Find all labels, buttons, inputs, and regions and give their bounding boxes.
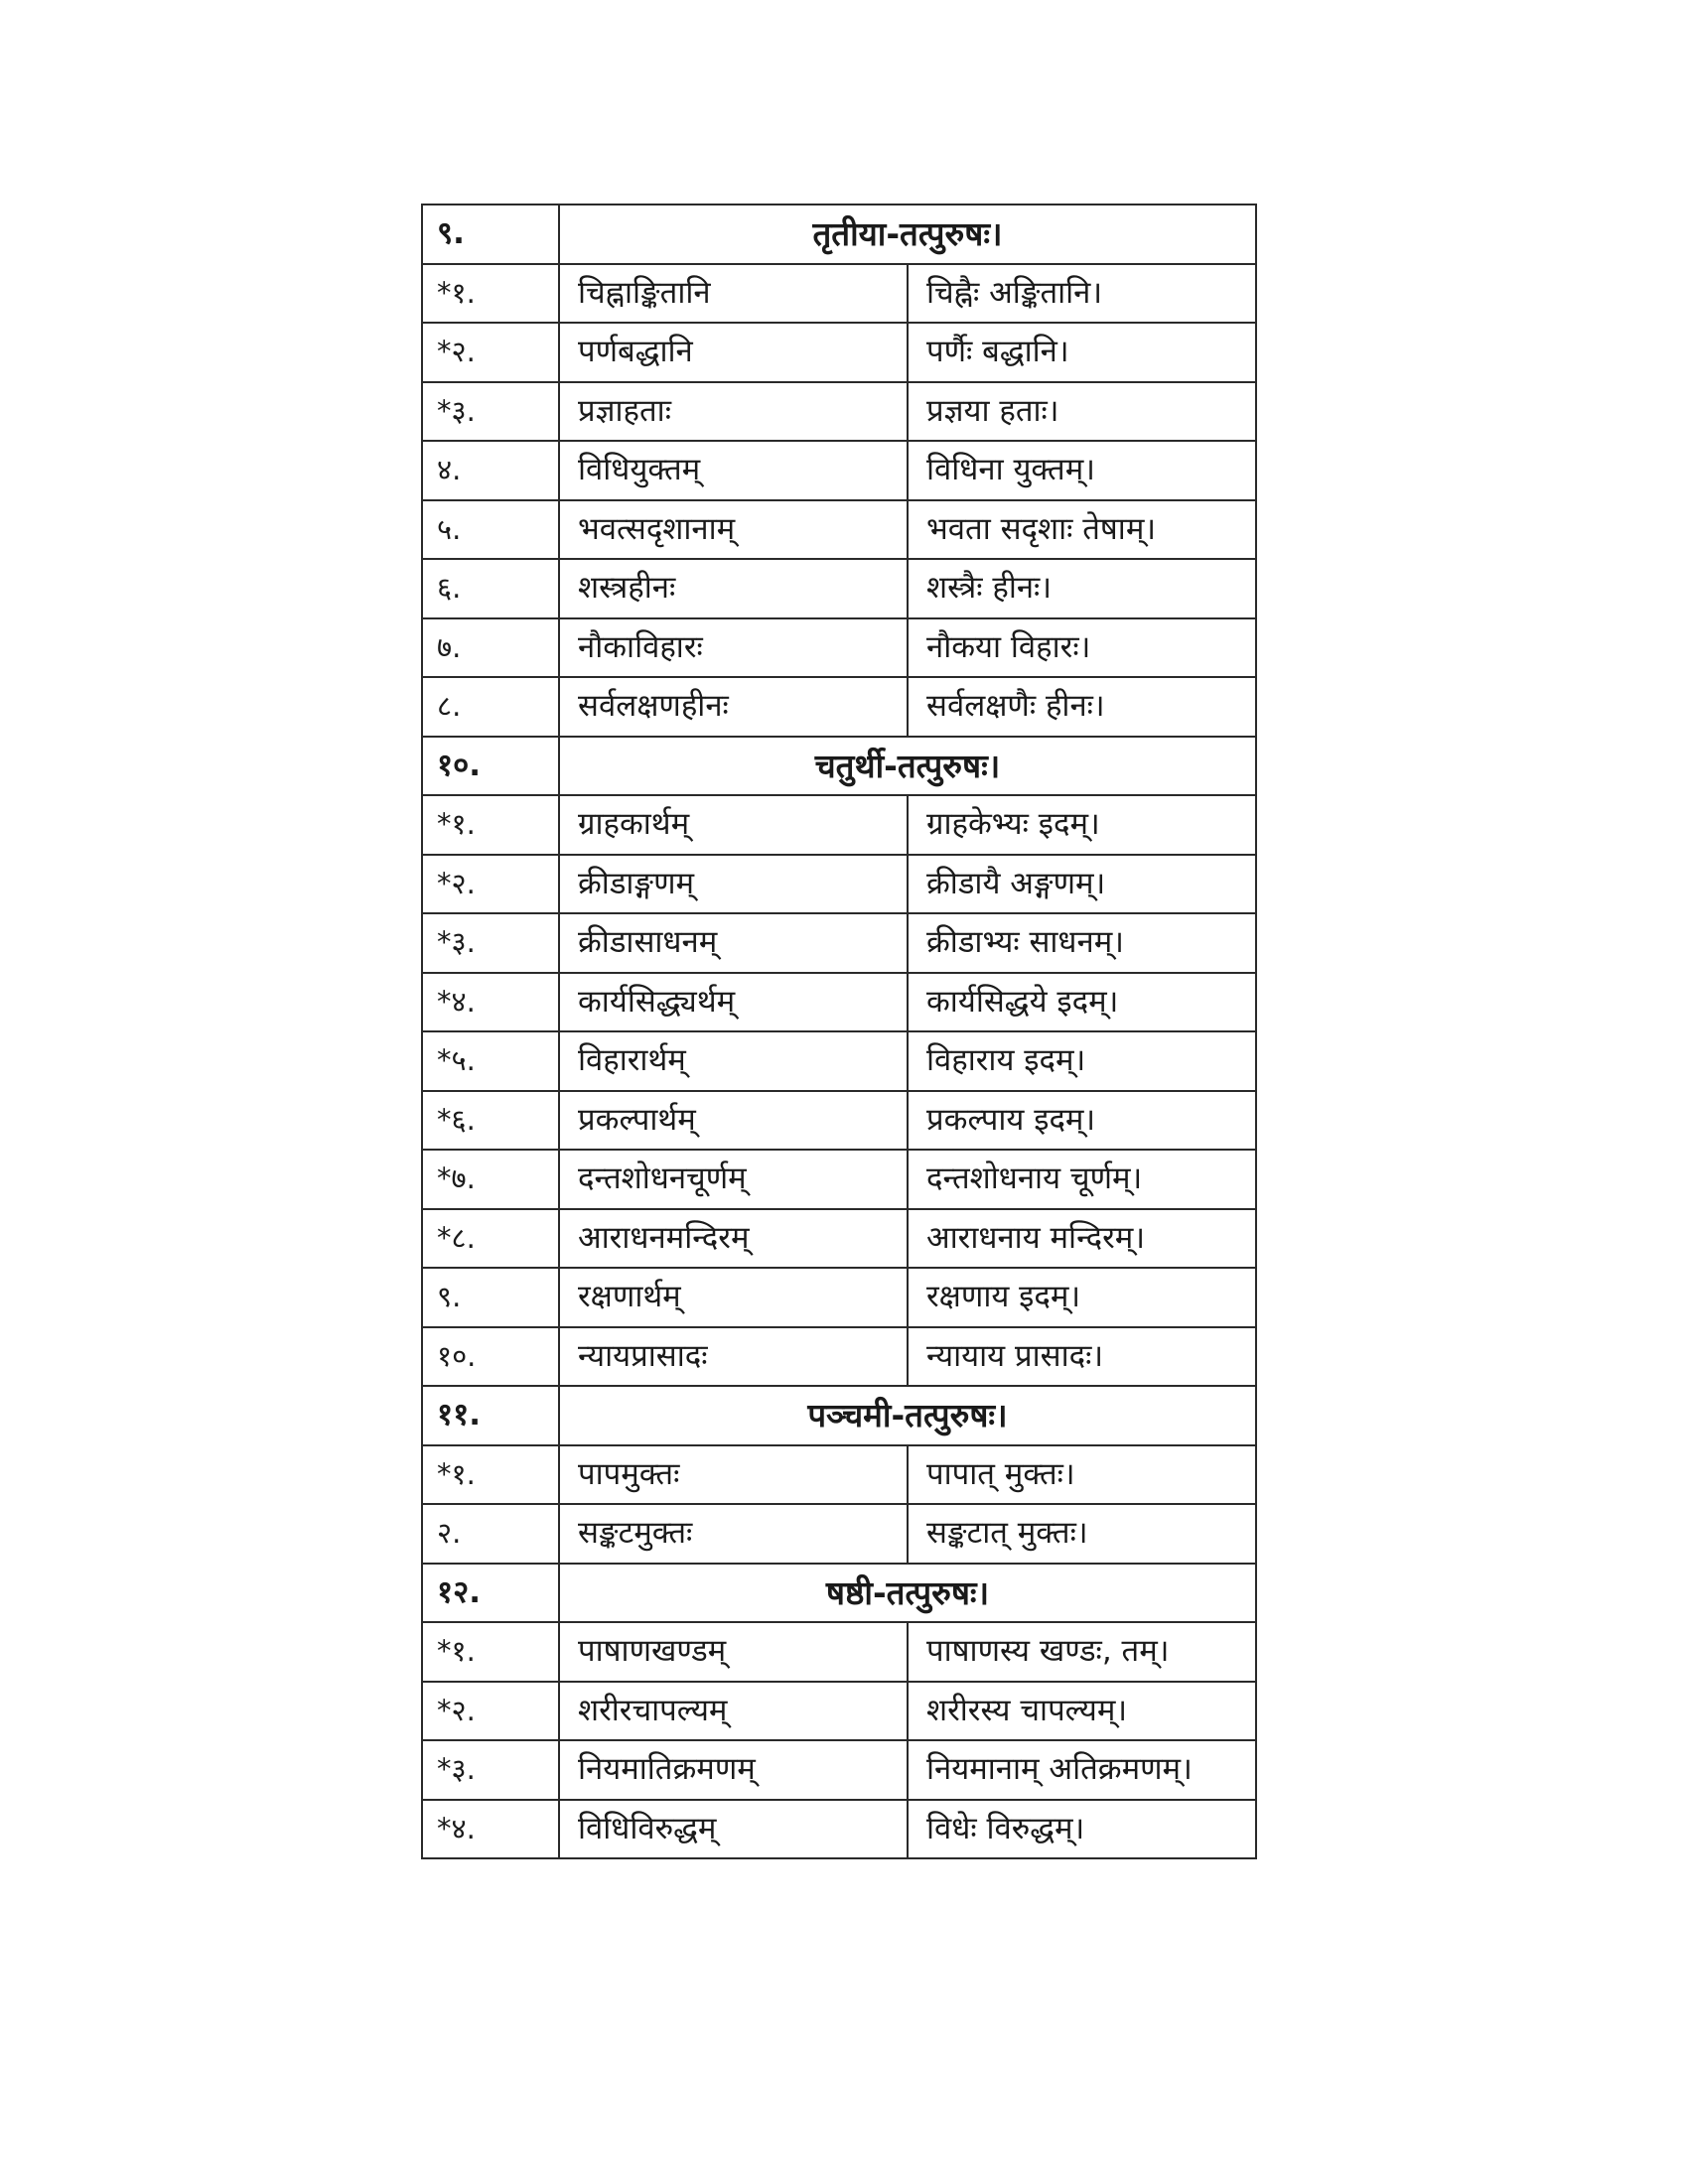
section-title: तृतीया-तत्पुरुषः। bbox=[559, 205, 1256, 264]
compound-word: भवत्सदृशानाम् bbox=[559, 500, 908, 560]
compound-word: नौकाविहारः bbox=[559, 618, 908, 678]
row-number: ९. bbox=[422, 1268, 559, 1327]
compound-word: शस्त्रहीनः bbox=[559, 559, 908, 618]
row-number: *३. bbox=[422, 1740, 559, 1800]
section-header-row bbox=[422, 737, 1256, 796]
compound-word: पापमुक्तः bbox=[559, 1445, 908, 1505]
compound-word: प्रज्ञाहताः bbox=[559, 382, 908, 442]
row-number: *२. bbox=[422, 1682, 559, 1741]
vigraha-analysis: चिह्नैः अङ्कितानि। bbox=[908, 264, 1256, 324]
vigraha-analysis: विहाराय इदम्। bbox=[908, 1031, 1256, 1091]
table-row bbox=[422, 677, 1256, 737]
vigraha-analysis: ग्राहकेभ्यः इदम्। bbox=[908, 795, 1256, 855]
row-number: *२. bbox=[422, 323, 559, 382]
table-row bbox=[422, 913, 1256, 973]
vigraha-analysis: रक्षणाय इदम्। bbox=[908, 1268, 1256, 1327]
vigraha-analysis: न्यायाय प्रासादः। bbox=[908, 1327, 1256, 1387]
vigraha-analysis: पाषाणस्य खण्डः, तम्। bbox=[908, 1622, 1256, 1682]
row-number: ७. bbox=[422, 618, 559, 678]
row-number: १०. bbox=[422, 1327, 559, 1387]
compound-word: विहारार्थम् bbox=[559, 1031, 908, 1091]
table-row bbox=[422, 1150, 1256, 1209]
vigraha-analysis: विधेः विरुद्धम्। bbox=[908, 1800, 1256, 1859]
vigraha-analysis: शस्त्रैः हीनः। bbox=[908, 559, 1256, 618]
row-number: ४. bbox=[422, 441, 559, 500]
row-number: *४. bbox=[422, 973, 559, 1032]
section-header-row bbox=[422, 1564, 1256, 1623]
compound-word: चिह्नाङ्कितानि bbox=[559, 264, 908, 324]
vigraha-analysis: आराधनाय मन्दिरम्। bbox=[908, 1209, 1256, 1269]
table-row bbox=[422, 441, 1256, 500]
compound-word: कार्यसिद्ध्यर्थम् bbox=[559, 973, 908, 1032]
compound-word: नियमातिक्रमणम् bbox=[559, 1740, 908, 1800]
vigraha-analysis: नियमानाम् अतिक्रमणम्। bbox=[908, 1740, 1256, 1800]
vigraha-analysis: सर्वलक्षणैः हीनः। bbox=[908, 677, 1256, 737]
compound-word: दन्तशोधनचूर्णम् bbox=[559, 1150, 908, 1209]
row-number: *१. bbox=[422, 795, 559, 855]
row-number: *३. bbox=[422, 913, 559, 973]
table-row bbox=[422, 500, 1256, 560]
section-title: चतुर्थी-तत्पुरुषः। bbox=[559, 737, 1256, 796]
compound-word: शरीरचापल्यम् bbox=[559, 1682, 908, 1741]
vigraha-analysis: कार्यसिद्धये इदम्। bbox=[908, 973, 1256, 1032]
samasa-table bbox=[421, 204, 1257, 1859]
row-number: ५. bbox=[422, 500, 559, 560]
section-header-row bbox=[422, 205, 1256, 264]
section-number: ९. bbox=[422, 205, 559, 264]
section-number: १०. bbox=[422, 737, 559, 796]
vigraha-analysis: क्रीडाभ्यः साधनम्। bbox=[908, 913, 1256, 973]
section-title: पञ्चमी-तत्पुरुषः। bbox=[559, 1386, 1256, 1445]
row-number: ६. bbox=[422, 559, 559, 618]
row-number: *७. bbox=[422, 1150, 559, 1209]
table-row bbox=[422, 1268, 1256, 1327]
row-number: *६. bbox=[422, 1091, 559, 1151]
compound-word: रक्षणार्थम् bbox=[559, 1268, 908, 1327]
compound-word: सर्वलक्षणहीनः bbox=[559, 677, 908, 737]
table-row bbox=[422, 1740, 1256, 1800]
compound-word: सङ्कटमुक्तः bbox=[559, 1504, 908, 1564]
compound-word: पर्णबद्धानि bbox=[559, 323, 908, 382]
vigraha-analysis: प्रकल्पाय इदम्। bbox=[908, 1091, 1256, 1151]
table-row bbox=[422, 323, 1256, 382]
row-number: *४. bbox=[422, 1800, 559, 1859]
compound-word: प्रकल्पार्थम् bbox=[559, 1091, 908, 1151]
compound-word: विधियुक्तम् bbox=[559, 441, 908, 500]
row-number: *१. bbox=[422, 264, 559, 324]
table-row bbox=[422, 559, 1256, 618]
row-number: *१. bbox=[422, 1445, 559, 1505]
compound-word: ग्राहकार्थम् bbox=[559, 795, 908, 855]
row-number: ८. bbox=[422, 677, 559, 737]
section-title: षष्ठी-तत्पुरुषः। bbox=[559, 1564, 1256, 1623]
table-row bbox=[422, 618, 1256, 678]
row-number: २. bbox=[422, 1504, 559, 1564]
compound-word: क्रीडाङ्गणम् bbox=[559, 855, 908, 914]
table-row bbox=[422, 1622, 1256, 1682]
section-header-row bbox=[422, 1386, 1256, 1445]
vigraha-analysis: सङ्कटात् मुक्तः। bbox=[908, 1504, 1256, 1564]
table-row bbox=[422, 973, 1256, 1032]
vigraha-analysis: क्रीडायै अङ्गणम्। bbox=[908, 855, 1256, 914]
table-row bbox=[422, 382, 1256, 442]
row-number: *२. bbox=[422, 855, 559, 914]
row-number: *३. bbox=[422, 382, 559, 442]
vigraha-analysis: विधिना युक्तम्। bbox=[908, 441, 1256, 500]
row-number: *५. bbox=[422, 1031, 559, 1091]
vigraha-analysis: भवता सदृशाः तेषाम्। bbox=[908, 500, 1256, 560]
compound-word: न्यायप्रासादः bbox=[559, 1327, 908, 1387]
vigraha-analysis: प्रज्ञया हताः। bbox=[908, 382, 1256, 442]
vigraha-analysis: नौकया विहारः। bbox=[908, 618, 1256, 678]
compound-word: पाषाणखण्डम् bbox=[559, 1622, 908, 1682]
table-row bbox=[422, 1682, 1256, 1741]
vigraha-analysis: शरीरस्य चापल्यम्। bbox=[908, 1682, 1256, 1741]
vigraha-analysis: दन्तशोधनाय चूर्णम्। bbox=[908, 1150, 1256, 1209]
table-row bbox=[422, 795, 1256, 855]
compound-word: क्रीडासाधनम् bbox=[559, 913, 908, 973]
table-row bbox=[422, 1800, 1256, 1859]
table-row bbox=[422, 1327, 1256, 1387]
table-row bbox=[422, 1445, 1256, 1505]
section-number: १२. bbox=[422, 1564, 559, 1623]
compound-word: आराधनमन्दिरम् bbox=[559, 1209, 908, 1269]
table-row bbox=[422, 1209, 1256, 1269]
table-row bbox=[422, 855, 1256, 914]
samasa-table-body bbox=[422, 205, 1256, 1858]
table-row bbox=[422, 1031, 1256, 1091]
row-number: *१. bbox=[422, 1622, 559, 1682]
table-row bbox=[422, 1504, 1256, 1564]
table-row bbox=[422, 264, 1256, 324]
vigraha-analysis: पर्णैः बद्धानि। bbox=[908, 323, 1256, 382]
table-row bbox=[422, 1091, 1256, 1151]
section-number: ११. bbox=[422, 1386, 559, 1445]
compound-word: विधिविरुद्धम् bbox=[559, 1800, 908, 1859]
vigraha-analysis: पापात् मुक्तः। bbox=[908, 1445, 1256, 1505]
row-number: *८. bbox=[422, 1209, 559, 1269]
